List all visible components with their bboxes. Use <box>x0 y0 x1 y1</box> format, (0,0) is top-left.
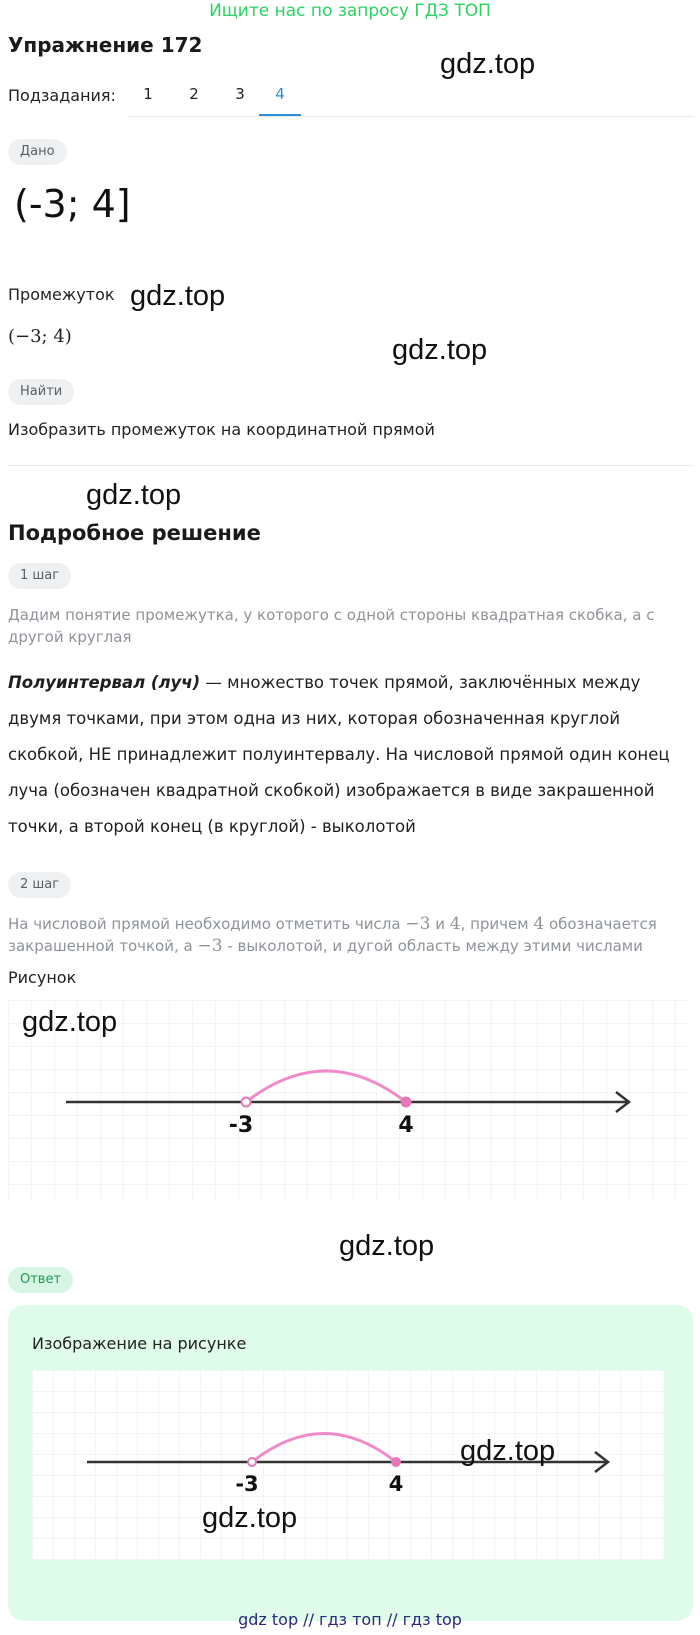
tab-subtask-2[interactable]: 2 <box>189 85 199 103</box>
step2-text-e: - выколотой, и дугой область между этими числами <box>222 937 643 955</box>
label-right: 4 <box>398 1113 414 1138</box>
step2-num-b: 4 <box>449 914 461 934</box>
watermark: gdz.top <box>130 280 226 312</box>
step2-num-c: 4 <box>533 914 545 934</box>
watermark: gdz.top <box>392 334 488 366</box>
tab-subtask-1[interactable]: 1 <box>143 85 153 103</box>
page-title: Упражнение 172 <box>8 33 203 57</box>
figure-label: Рисунок <box>8 968 77 987</box>
term-half-interval: Полуинтервал (луч) <box>8 673 201 692</box>
find-badge: Найти <box>8 379 74 405</box>
step2-num-d: −3 <box>197 936 223 956</box>
given-value: (-3; 4] <box>14 182 131 226</box>
step2-text-c: , причем <box>460 915 534 933</box>
answer-label-left: -3 <box>235 1472 259 1496</box>
answer-label-right: 4 <box>388 1472 404 1496</box>
find-text: Изобразить промежуток на координатной прямой <box>8 420 435 439</box>
step1-definition <box>8 665 688 845</box>
solution-heading: Подробное решение <box>8 521 261 545</box>
watermark: gdz.top <box>86 479 182 511</box>
tab-subtask-3[interactable]: 3 <box>235 85 245 103</box>
answer-point-filled <box>392 1458 400 1466</box>
divider <box>8 465 693 466</box>
subtasks-label: Подзадания: <box>8 86 116 105</box>
watermark: gdz.top <box>339 1230 435 1262</box>
interval-label: Промежуток <box>8 285 115 304</box>
step1-badge: 1 шаг <box>8 563 71 589</box>
given-badge: Дано <box>8 139 67 165</box>
interval-value: (−3; 4) <box>8 326 72 347</box>
tab-subtask-4[interactable]: 4 <box>259 72 301 116</box>
subtask-tabs <box>127 72 693 117</box>
step1-intro: Дадим понятие промежутка, у которого с одной стороны квадратная скобка, а с другой круглая <box>8 606 655 646</box>
step2-text-b: и <box>430 915 450 933</box>
step2-text-a: На числовой прямой необходимо отметить числа <box>8 915 406 933</box>
answer-badge: Ответ <box>8 1267 73 1293</box>
answer-point-open <box>248 1458 256 1466</box>
answer-text: Изображение на рисунке <box>32 1334 247 1353</box>
label-left: -3 <box>228 1113 254 1138</box>
watermark: gdz.top <box>440 48 536 80</box>
answer-grid <box>32 1370 664 1560</box>
watermark: gdz.top <box>202 1502 298 1534</box>
step2-text <box>8 913 688 957</box>
step2-badge: 2 шаг <box>8 872 71 898</box>
search-banner[interactable]: Ищите нас по запросу ГДЗ ТОП <box>209 1 491 21</box>
point-filled <box>402 1098 411 1107</box>
watermark: gdz.top <box>460 1435 556 1467</box>
point-open <box>242 1098 251 1107</box>
step2-num-a: −3 <box>405 914 431 934</box>
watermark: gdz.top <box>22 1006 118 1038</box>
definition-text: — множество точек прямой, заключённых между двумя точками, при этом одна из них, которая обозначенная круглой скобкой, НЕ принадлежит полуинтервалу. На числовой прямой один конец луча (обозначен квадратной скобкой) изображается в виде закрашенной точки, а второй конец (в круглой) - выколотой <box>8 673 670 836</box>
footer-links[interactable]: gdz top // гдз топ // гдз top <box>238 1610 462 1629</box>
answer-figure <box>32 1370 664 1560</box>
step2-text-d: обозначается закрашенной точкой, а <box>8 915 657 955</box>
